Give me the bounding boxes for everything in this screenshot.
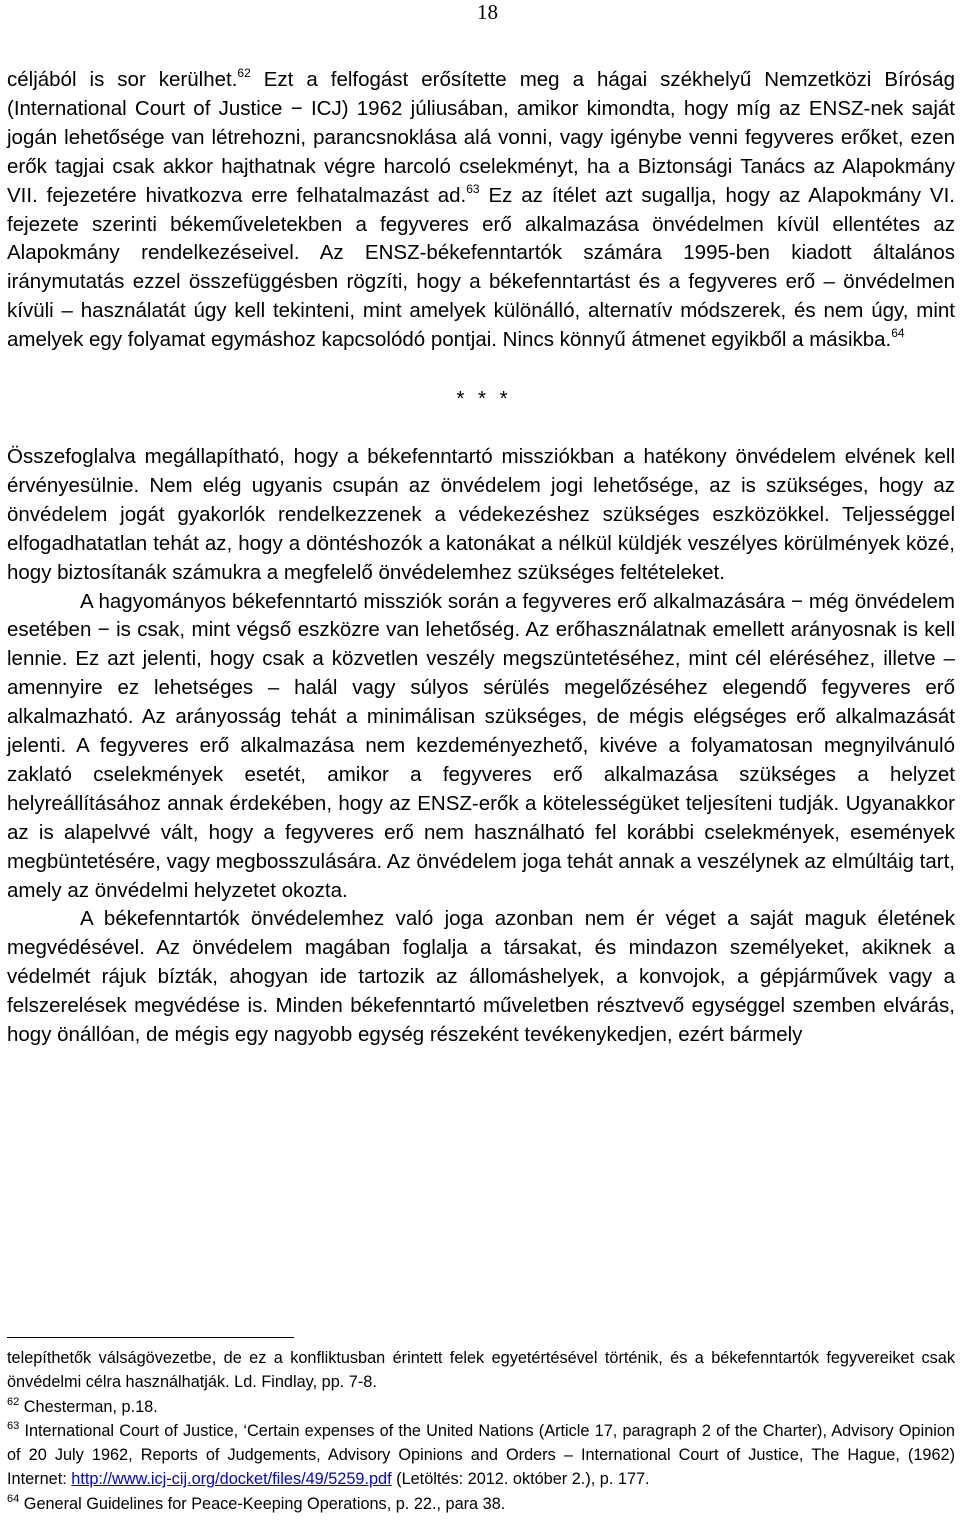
footnote-ref-63[interactable]: 63 bbox=[466, 181, 480, 196]
section-separator: * * * bbox=[456, 387, 512, 411]
footnote-ref-64[interactable]: 64 bbox=[891, 326, 905, 341]
footnote-63-text-end: (Letöltés: 2012. október 2.), p. 177. bbox=[391, 1470, 650, 1489]
footnote-64 bbox=[7, 1492, 955, 1516]
footnote-62 bbox=[7, 1395, 955, 1419]
paragraph-1-part-a: céljából is sor kerülhet. bbox=[7, 68, 238, 91]
footnote-64-text: General Guidelines for Peace-Keeping Operations, p. 22., para 38. bbox=[19, 1494, 506, 1513]
footnote-ref-62[interactable]: 62 bbox=[237, 66, 251, 80]
footnote-62-number: 62 bbox=[7, 1395, 20, 1408]
footnote-62-text: Chesterman, p.18. bbox=[19, 1397, 158, 1416]
footnote-63-text: International Court of Justice, ‘Certain expenses of the United Nations (Article 17, paragraph 2 of the Charter), Advisory Opinion of 20 July 1962, Reports of Judgements, Advisory Opinions and Orders – International Court of Justice, The Hague, (1962) Internet: bbox=[7, 1421, 955, 1489]
paragraph-4: A békefenntartók önvédelemhez való joga azonban nem ér véget a saját maguk életének megvédésével. Az önvédelem magában foglalja a társakat, és mindazon személyeket, akiknek a védelmét rájuk bízták, ahogyan ide tartozik az állomáshelyek, a konvojok, a gépjárművek vagy a felszerelések megvédése is. Minden békefenntartó műveletben résztvevő egységgel szemben elvárás, hogy önállóan, de mégis egy nagyobb egység részeként tevékenykedjen, ezért bármely bbox=[7, 907, 955, 1047]
paragraph-3: A hagyományos békefenntartó missziók során a fegyveres erő alkalmazására − még önvédelem esetében − is csak, mint végső eszközre van lehetőség. Az erőhasználatnak emellett arányosnak is kell lennie. Ez azt jelenti, hogy csak a közvetlen veszély megszüntetéséhez, mint cél eléréséhez, illetve – amennyire ez lehetséges – halál vagy súlyos sérülés megelőzéséhez elegendő fegyveres erő alkalmazható. Az arányosság tehát a minimálisan szükséges, de mégis elégséges erő alkalmazását jelenti. A fegyveres erő alkalmazása nem kezdeményezhető, kivéve a folyamatosan megnyilvánuló zaklató cselekmények esetét, amikor a fegyveres erő alkalmazása szükséges a helyzet helyreállításához annak érdekében, hogy az ENSZ-erők a kötelességüket teljesíteni tudják. Ugyanakkor az is alapelvvé vált, hogy a fegyveres erő nem használható fel korábbi cselekmények, események megbüntetésére, vagy megbosszulására. Az önvédelem joga tehát annak a veszélynek az elmúltáig tart, amely az önvédelmi helyzetet okozta. bbox=[7, 589, 955, 902]
page-number: 18 bbox=[477, 0, 498, 24]
paragraph-2: Összefoglalva megállapítható, hogy a békefenntartó missziókban a hatékony önvédelem elvének kell érvényesülnie. Nem elég ugyanis csupán az önvédelem jogi lehetősége, az is szükséges, hogy az önvédelem jogát gyakorlók rendelkezzenek a védekezéshez szükséges eszközökkel. Teljességgel elfogadhatatlan tehát az, hogy a döntéshozók a katonákat a nélkül küldjék veszélyes körülmények közé, hogy biztosítanák számukra a megfelelő önvédelemhez szükséges feltételeket. bbox=[7, 444, 955, 584]
footnote-64-number: 64 bbox=[7, 1492, 20, 1505]
footnote-63-number: 63 bbox=[7, 1419, 20, 1432]
footnote-63 bbox=[7, 1419, 955, 1492]
main-text bbox=[7, 66, 955, 1050]
footnote-continuation: telepíthetők válságövezetbe, de ez a konfliktusban érintett felek egyetértésével történik, és a békefenntartók fegyvereiket csak önvédelmi célra használhatják. Ld. Findlay, pp. 7-8. bbox=[7, 1349, 955, 1392]
paragraph-1-part-b: Ezt a felfogást erősítette meg a hágai székhelyű Nemzetközi Bíróság (International Court of Justice − ICJ) 1962 júliusában, amikor kimondta, hogy míg az ENSZ-nek saját jogán lehetősége van létrehozni, parancsnoklása alá vonni, vagy igénybe venni fegyveres erőket, ezen erők tagjai csak akkor hajthatnak végre harcoló cselekményt, ha a Biztonsági Tanács az Alapokmány VII. fejezetére hivatkozva erre felhatalmazást ad. bbox=[7, 68, 955, 207]
footnote-63-link[interactable]: http://www.icj-cij.org/docket/files/49/5259.pdf bbox=[71, 1470, 392, 1489]
paragraph-1-part-c: Ez az ítélet azt sugallja, hogy az Alapokmány VI. fejezete szerinti békeműveletekben a fegyveres erő alkalmazása önvédelmen kívül ellentétes az Alapokmány rendelkezéseivel. Az ENSZ-békefenntartók számára 1995-ben kiadott általános iránymutatás ezzel összefüggésben rögzíti, hogy a békefenntartást és a fegyveres erő – önvédelmen kívüli – használatát úgy kell tekinteni, mint amelyek különálló, alternatív módszerek, és nem úgy, mint amelyek egy folyamat egymáshoz kapcsolódó pontjai. Nincs könnyű átmenet egyikből a másikba. bbox=[7, 183, 955, 352]
footnote-divider bbox=[7, 1337, 294, 1338]
footnotes bbox=[7, 1346, 955, 1516]
paragraph-1 bbox=[7, 66, 955, 355]
